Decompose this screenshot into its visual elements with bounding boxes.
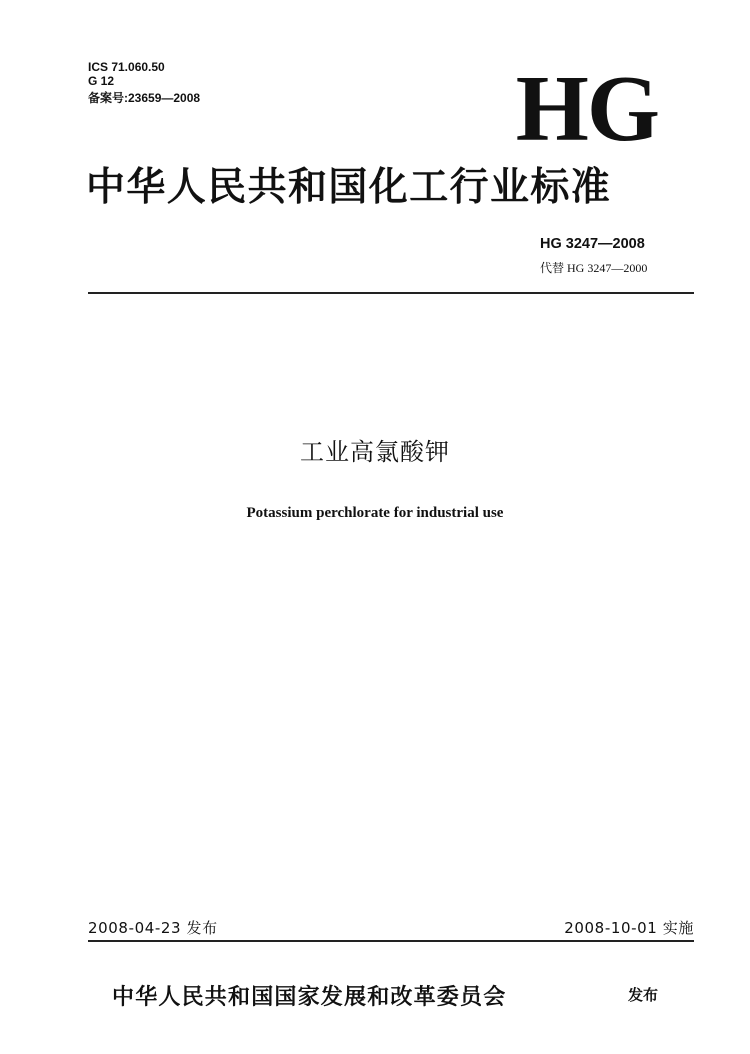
standard-code: HG 3247—2008 [540,236,645,252]
issue-date: 2008-04-23 发布 [88,919,218,937]
footer-divider [88,940,694,942]
publish-label: 发布 [628,986,659,1004]
document-title-cn: 工业高氯酸钾 [300,438,450,466]
hg-logo: HG [515,57,658,161]
header-divider [88,292,694,294]
record-number: 备案号:23659—2008 [88,91,201,105]
ics-code: ICS 71.060.50 [88,60,165,74]
publisher-name: 中华人民共和国国家发展和改革委员会 [112,985,507,1010]
standard-series-title: 中华人民共和国化工行业标准 [86,165,612,210]
document-title-en: Potassium perchlorate for industrial use [246,505,504,521]
implementation-date: 2008-10-01 实施 [564,919,694,937]
replaces-standard: 代替 HG 3247—2000 [540,261,648,275]
category-code: G 12 [88,74,115,88]
